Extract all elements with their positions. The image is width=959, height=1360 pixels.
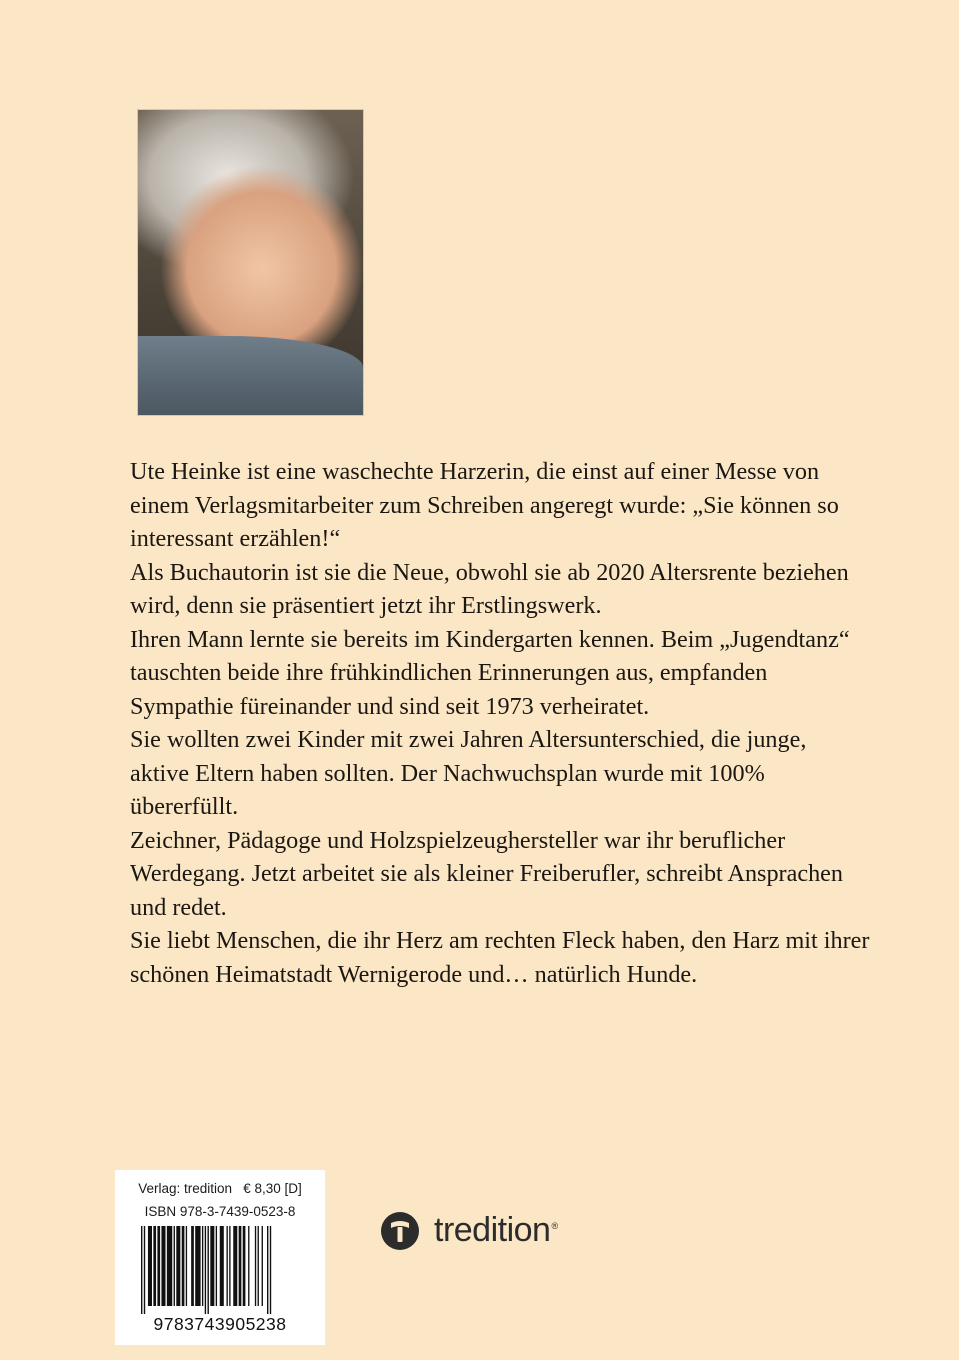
barcode-bar — [161, 1226, 165, 1306]
logo-wordmark — [434, 1211, 558, 1250]
barcode-bar — [144, 1226, 145, 1314]
barcode-bar — [191, 1226, 194, 1306]
bio-paragraph: Ihren Mann lernte sie bereits im Kindergarten kennen. Beim „Jugendtanz“ tauschten beide ihre frühkindlichen Erinnerungen aus, empfanden Sympathie füreinander und sind seit 1973 verheiratet. — [130, 625, 850, 720]
barcode-bar — [262, 1226, 263, 1306]
barcode-bar — [227, 1226, 228, 1306]
barcode-bar — [239, 1226, 242, 1306]
barcode-bar — [186, 1226, 187, 1306]
author-bio — [130, 455, 870, 991]
barcode-bar — [248, 1226, 249, 1306]
barcode-bar — [220, 1226, 224, 1306]
bio-paragraph: Als Buchautorin ist sie die Neue, obwohl sie ab 2020 Altersrente beziehen wird, denn sie präsentiert jetzt ihr Erstlingswerk. — [130, 558, 849, 619]
barcode-bar — [267, 1226, 268, 1314]
barcode-bar — [233, 1226, 237, 1306]
bio-paragraph: Sie liebt Menschen, die ihr Herz am rechten Fleck haben, den Harz mit ihrer schönen Heimatstadt Wernigerode und… natürlich Hunde. — [130, 927, 870, 988]
barcode-bar — [229, 1226, 230, 1306]
barcode-bar — [270, 1226, 271, 1314]
barcode-bar — [195, 1226, 200, 1306]
barcode-bar — [157, 1226, 160, 1306]
barcode-box — [115, 1170, 325, 1345]
publisher-price: Verlag: tredition € 8,30 [D] — [138, 1181, 302, 1196]
barcode-bar — [258, 1226, 259, 1306]
barcode-bar — [174, 1226, 175, 1306]
barcode-bar — [255, 1226, 256, 1306]
barcode-bar — [182, 1226, 185, 1306]
barcode-bar — [216, 1226, 217, 1306]
registered-mark: ® — [551, 1220, 558, 1231]
isbn-text: ISBN 978-3-7439-0523-8 — [144, 1204, 296, 1219]
barcode-bar — [153, 1226, 156, 1306]
barcode-bar — [167, 1226, 172, 1306]
logo-wordmark-text: tredition — [434, 1211, 551, 1249]
barcode — [139, 1226, 301, 1314]
bio-paragraph: Sie wollten zwei Kinder mit zwei Jahren Altersunterschied, die junge, aktive Eltern haben sollten. Der Nachwuchsplan wurde mit 100% übererfüllt. — [130, 726, 807, 820]
barcode-bar — [141, 1226, 142, 1314]
tredition-logo-icon — [380, 1211, 420, 1251]
barcode-bar — [208, 1226, 209, 1314]
barcode-bar — [243, 1226, 246, 1306]
barcode-bar — [202, 1226, 203, 1306]
photo-shoulder — [138, 336, 363, 415]
barcode-bar — [210, 1226, 214, 1306]
author-photo — [138, 110, 363, 415]
barcode-bar — [148, 1226, 152, 1306]
barcode-bar — [205, 1226, 206, 1314]
publisher-logo — [380, 1208, 558, 1253]
barcode-digits: 9783743905238 — [153, 1314, 287, 1334]
bio-paragraph: Ute Heinke ist eine waschechte Harzerin, die einst auf einer Messe von einem Verlagsmitarbeiter zum Schreiben angeregt wurde: „Sie können so interessant erzählen!“ — [130, 458, 839, 552]
bio-paragraph: Zeichner, Pädagoge und Holzspielzeughersteller war ihr beruflicher Werdegang. Jetzt arbeitet sie als kleiner Freiberufler, schreibt Ansprachen und redet. — [130, 826, 844, 921]
barcode-bar — [176, 1226, 180, 1306]
